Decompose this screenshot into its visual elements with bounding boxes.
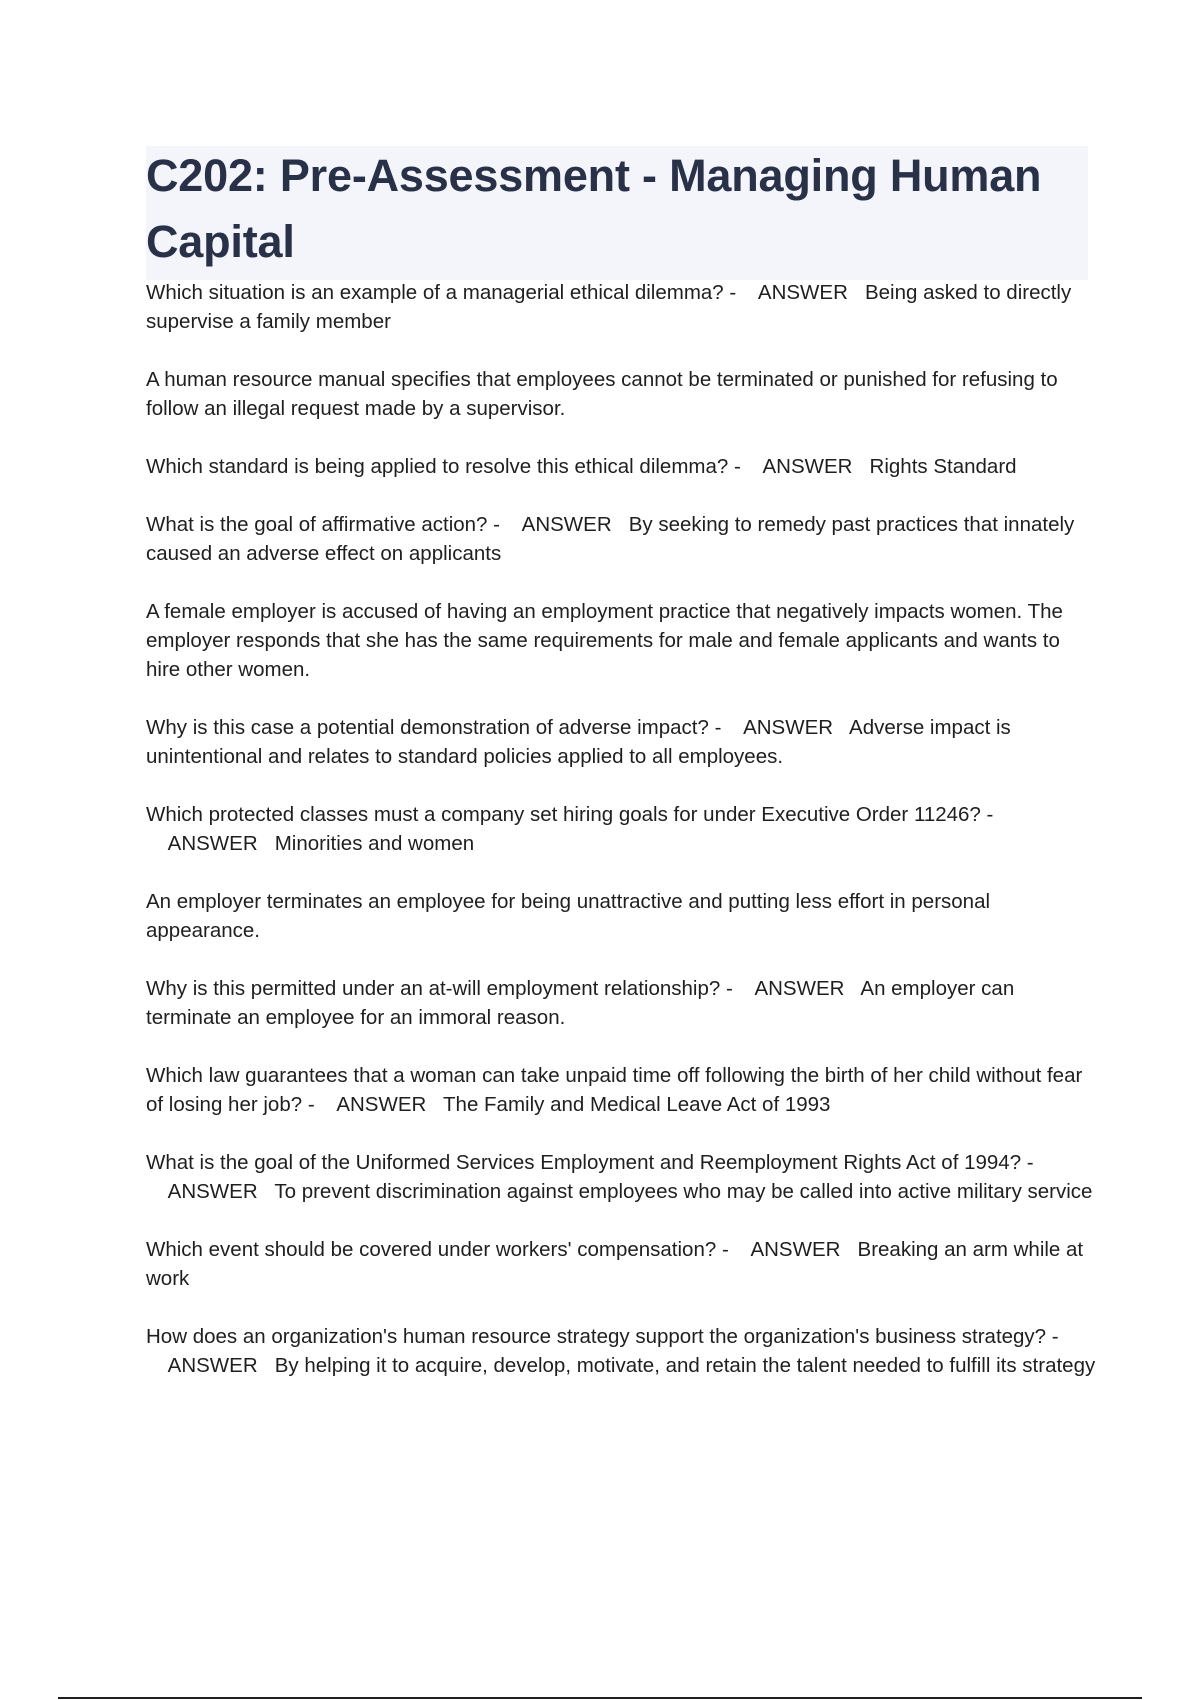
question-text: Which event should be covered under workers' compensation? - (146, 1238, 729, 1261)
scenario-text: An employer terminates an employee for being unattractive and putting less effort in personal appearance. (146, 890, 991, 942)
qa-item (146, 1061, 1096, 1119)
answer-text: Minorities and women (274, 832, 475, 855)
scenario-text: A human resource manual specifies that employees cannot be terminated or punished for refusing to follow an illegal request made by a supervisor. (146, 368, 1058, 420)
answer-text: Being asked to directly supervise a family member (146, 281, 1072, 333)
answer-label: ANSWER (754, 977, 845, 1000)
qa-item (146, 800, 1096, 858)
answer-label: ANSWER (336, 1093, 427, 1116)
document-body (146, 278, 1096, 1409)
question-text: How does an organization's human resource strategy support the organization's business strategy? - (146, 1325, 1059, 1348)
qa-item (146, 278, 1096, 336)
question-text: Which situation is an example of a managerial ethical dilemma? - (146, 281, 737, 304)
answer-label: ANSWER (521, 513, 612, 536)
question-text: What is the goal of affirmative action? - (146, 513, 500, 536)
page-bottom-rule (58, 1697, 1142, 1699)
question-text: What is the goal of the Uniformed Services Employment and Reemployment Rights Act of 1994? - (146, 1151, 1034, 1174)
qa-item (146, 974, 1096, 1032)
scenario-text: A female employer is accused of having an employment practice that negatively impacts women. The employer responds that she has the same requirements for male and female applicants and wants to hire other women. (146, 600, 1063, 681)
answer-label: ANSWER (167, 1354, 258, 1377)
answer-label: ANSWER (757, 281, 848, 304)
question-text: Why is this permitted under an at-will employment relationship? - (146, 977, 733, 1000)
answer-text: By seeking to remedy past practices that innately caused an adverse effect on applicants (146, 513, 1075, 565)
answer-text: An employer can terminate an employee for an immoral reason. (146, 977, 1015, 1029)
document-title: C202: Pre-Assessment - Managing Human Capital (146, 150, 1042, 267)
qa-item (146, 510, 1096, 568)
answer-text: By helping it to acquire, develop, motivate, and retain the talent needed to fulfill its strategy (274, 1354, 1096, 1377)
answer-label: ANSWER (762, 455, 853, 478)
answer-text: Adverse impact is unintentional and relates to standard policies applied to all employees. (146, 716, 1011, 768)
question-text: Why is this case a potential demonstration of adverse impact? - (146, 716, 722, 739)
answer-text: Rights Standard (869, 455, 1017, 478)
qa-item (146, 1148, 1096, 1206)
qa-item (146, 452, 1096, 481)
answer-label: ANSWER (167, 1180, 258, 1203)
question-text: Which protected classes must a company set hiring goals for under Executive Order 11246? - (146, 803, 994, 826)
answer-text: The Family and Medical Leave Act of 1993 (443, 1093, 831, 1116)
answer-label: ANSWER (167, 832, 258, 855)
answer-label: ANSWER (743, 716, 834, 739)
question-text: Which law guarantees that a woman can take unpaid time off following the birth of her child without fear of losing her job? - (146, 1064, 1083, 1116)
question-text: Which standard is being applied to resolve this ethical dilemma? - (146, 455, 741, 478)
qa-item (146, 1235, 1096, 1293)
qa-item (146, 1322, 1096, 1380)
answer-label: ANSWER (750, 1238, 841, 1261)
qa-item (146, 713, 1096, 771)
answer-text: Breaking an arm while at work (146, 1238, 1084, 1290)
answer-text: To prevent discrimination against employees who may be called into active military service (274, 1180, 1093, 1203)
